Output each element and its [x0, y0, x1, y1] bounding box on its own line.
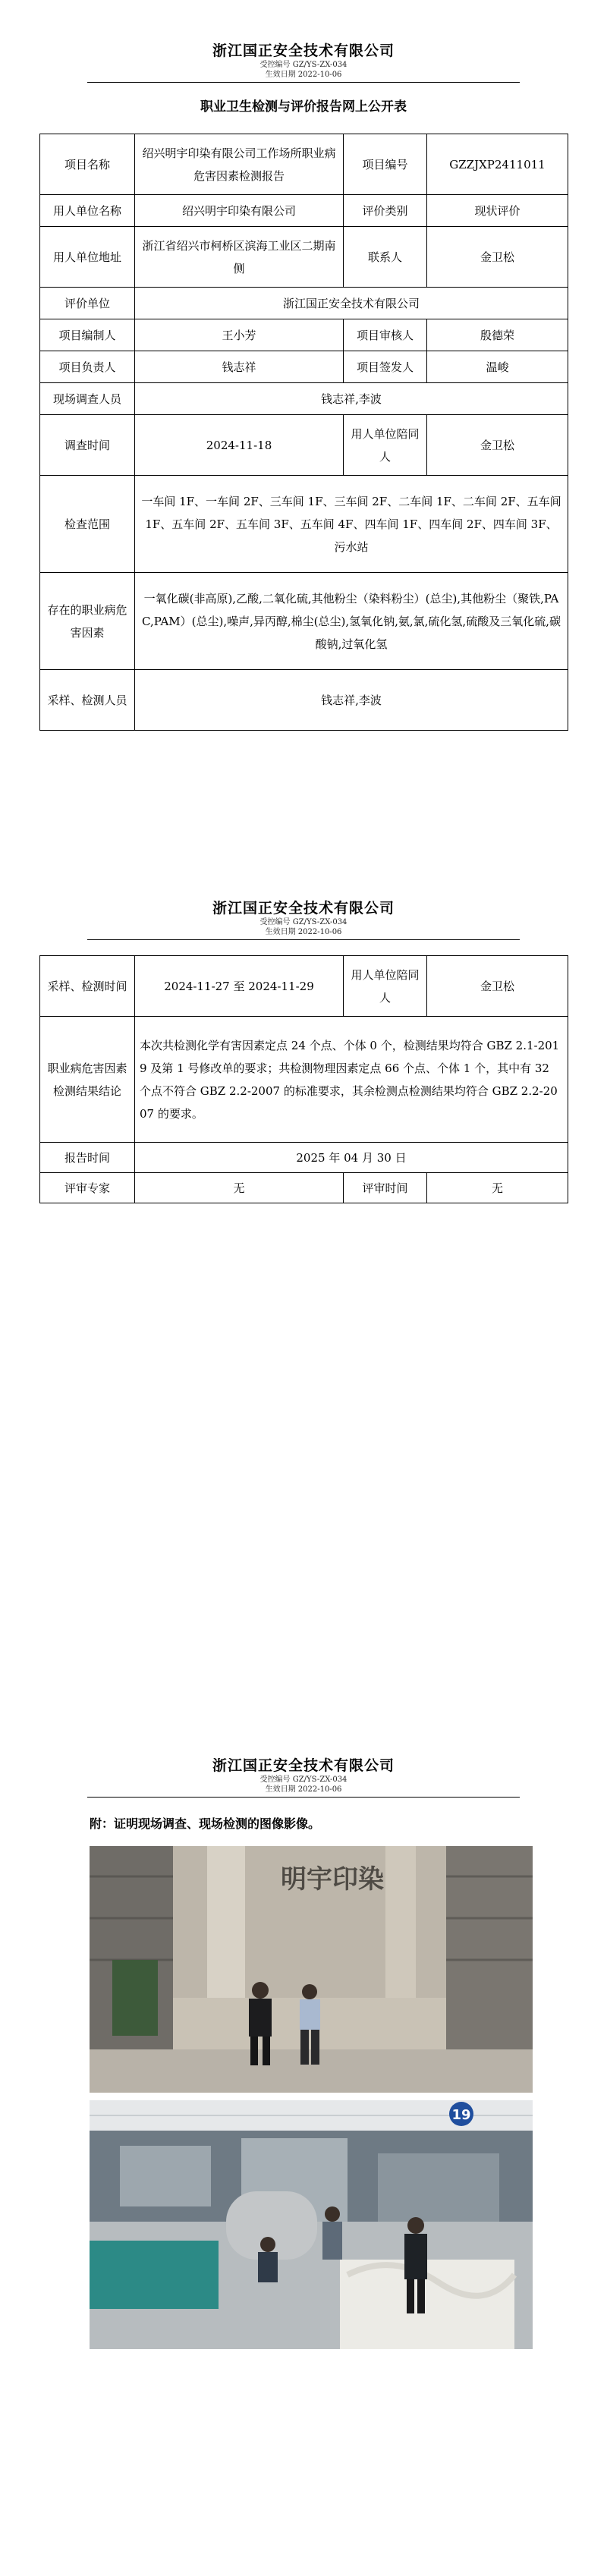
value-employer-companion: 金卫松: [427, 956, 568, 1017]
site-detection-photo: [90, 2100, 533, 2349]
label-inspection-scope: 检查范围: [40, 476, 135, 573]
value-employer-name: 绍兴明宇印染有限公司: [135, 195, 344, 227]
table-row: [40, 415, 568, 476]
header-divider: [87, 1797, 520, 1798]
value-inspection-scope: 一车间 1F、一车间 2F、三车间 1F、三车间 2F、二车间 1F、二车间 2F、五车间 1F、五车间 2F、五车间 3F、五车间 4F、四车间 1F、四车间 2F、四车间 3F、污水站: [135, 476, 568, 573]
disclosure-table: [39, 134, 568, 731]
header-divider: [87, 939, 520, 940]
label-leader: 项目负责人: [40, 351, 135, 383]
control-number: 受控编号 GZ/YS-ZX-034: [259, 918, 348, 926]
label-employer-companion: 用人单位陪同人: [344, 956, 427, 1017]
table-row: [40, 573, 568, 670]
value-employer-address: 浙江省绍兴市柯桥区滨海工业区二期南侧: [135, 227, 344, 288]
label-project-name: 项目名称: [40, 134, 135, 195]
value-site-investigators: 钱志祥,李波: [135, 383, 568, 415]
effective-date: 生效日期 2022-10-06: [265, 928, 342, 936]
value-compiler: 王小芳: [135, 319, 344, 351]
page-header: [0, 899, 607, 940]
table-row: [40, 227, 568, 288]
company-name: 浙江国正安全技术有限公司: [212, 1757, 395, 1774]
value-conclusion: 本次共检测化学有害因素定点 24 个点、个体 0 个，检测结果均符合 GBZ 2.1-2019 及第 1 号修改单的要求；共检测物理因素定点 66 个点、个体 1 个，其中有 32 个点不符合 GBZ 2.2-2007 的标准要求，其余检测点检测结果均符合 GBZ 2.2-2007 的要求。: [135, 1017, 568, 1143]
value-eval-unit: 浙江国正安全技术有限公司: [135, 288, 568, 319]
value-experts: 无: [135, 1173, 344, 1203]
label-project-no: 项目编号: [344, 134, 427, 195]
table-row: [40, 383, 568, 415]
table-row: [40, 134, 568, 195]
value-reviewer: 殷德荣: [427, 319, 568, 351]
control-number: 受控编号 GZ/YS-ZX-034: [259, 1776, 348, 1784]
value-survey-time: 2024-11-18: [135, 415, 344, 476]
label-employer-name: 用人单位名称: [40, 195, 135, 227]
disclosure-table-continued: [39, 955, 568, 1203]
label-contact: 联系人: [344, 227, 427, 288]
value-hazards: 一氧化碳(非高原),乙酸,二氧化硫,其他粉尘（染料粉尘）(总尘),其他粉尘（聚铁,PAC,PAM）(总尘),噪声,异丙醇,棉尘(总尘),氢氧化钠,氨,氯,硫化氢,硫酸及三氧化硫,碳酸钠,过氧化氢: [135, 573, 568, 670]
table-row: [40, 956, 568, 1017]
label-experts: 评审专家: [40, 1173, 135, 1203]
label-eval-unit: 评价单位: [40, 288, 135, 319]
value-contact: 金卫松: [427, 227, 568, 288]
table-row: [40, 351, 568, 383]
page-3: [0, 1715, 607, 2576]
table-row: [40, 1173, 568, 1203]
table-row: [40, 195, 568, 227]
page-1: [0, 0, 607, 857]
value-report-time: 2025 年 04 月 30 日: [135, 1143, 568, 1173]
site-investigation-photo: [90, 1846, 533, 2093]
effective-date: 生效日期 2022-10-06: [265, 1785, 342, 1794]
table-row: [40, 319, 568, 351]
label-compiler: 项目编制人: [40, 319, 135, 351]
header-divider: [87, 82, 520, 83]
sign-text: 明宇印染: [281, 1864, 384, 1895]
table-row: [40, 1017, 568, 1143]
machine-number-badge: 19: [451, 2107, 471, 2123]
value-samplers: 钱志祥,李波: [135, 670, 568, 731]
document-title: 职业卫生检测与评价报告网上公开表: [200, 99, 407, 115]
value-project-no: GZZJXP2411011: [427, 134, 568, 195]
company-name: 浙江国正安全技术有限公司: [212, 900, 395, 917]
label-issuer: 项目签发人: [344, 351, 427, 383]
label-site-investigators: 现场调查人员: [40, 383, 135, 415]
label-survey-time: 调查时间: [40, 415, 135, 476]
label-reviewer: 项目审核人: [344, 319, 427, 351]
entrance-photo-drawing: [90, 1846, 533, 2093]
label-eval-type: 评价类别: [344, 195, 427, 227]
value-eval-type: 现状评价: [427, 195, 568, 227]
table-row: [40, 670, 568, 731]
workshop-photo-drawing: [90, 2100, 533, 2349]
table-row: [40, 476, 568, 573]
appendix-caption: 附：证明现场调查、现场检测的图像影像。: [90, 1816, 321, 1831]
value-leader: 钱志祥: [135, 351, 344, 383]
label-hazards: 存在的职业病危害因素: [40, 573, 135, 670]
label-review-time: 评审时间: [344, 1173, 427, 1203]
value-project-name: 绍兴明宇印染有限公司工作场所职业病危害因素检测报告: [135, 134, 344, 195]
table-row: [40, 1143, 568, 1173]
label-report-time: 报告时间: [40, 1143, 135, 1173]
table-row: [40, 288, 568, 319]
value-review-time: 无: [427, 1173, 568, 1203]
value-employer-companion: 金卫松: [427, 415, 568, 476]
label-sampling-time: 采样、检测时间: [40, 956, 135, 1017]
value-sampling-time: 2024-11-27 至 2024-11-29: [135, 956, 344, 1017]
page-2: [0, 857, 607, 1715]
value-issuer: 温峻: [427, 351, 568, 383]
label-samplers: 采样、检测人员: [40, 670, 135, 731]
page-header: [0, 42, 607, 83]
company-name: 浙江国正安全技术有限公司: [212, 42, 395, 59]
label-conclusion: 职业病危害因素检测结果结论: [40, 1017, 135, 1143]
control-number: 受控编号 GZ/YS-ZX-034: [259, 61, 348, 69]
label-employer-address: 用人单位地址: [40, 227, 135, 288]
label-employer-companion: 用人单位陪同人: [344, 415, 427, 476]
page-header: [0, 1757, 607, 1798]
effective-date: 生效日期 2022-10-06: [265, 71, 342, 79]
